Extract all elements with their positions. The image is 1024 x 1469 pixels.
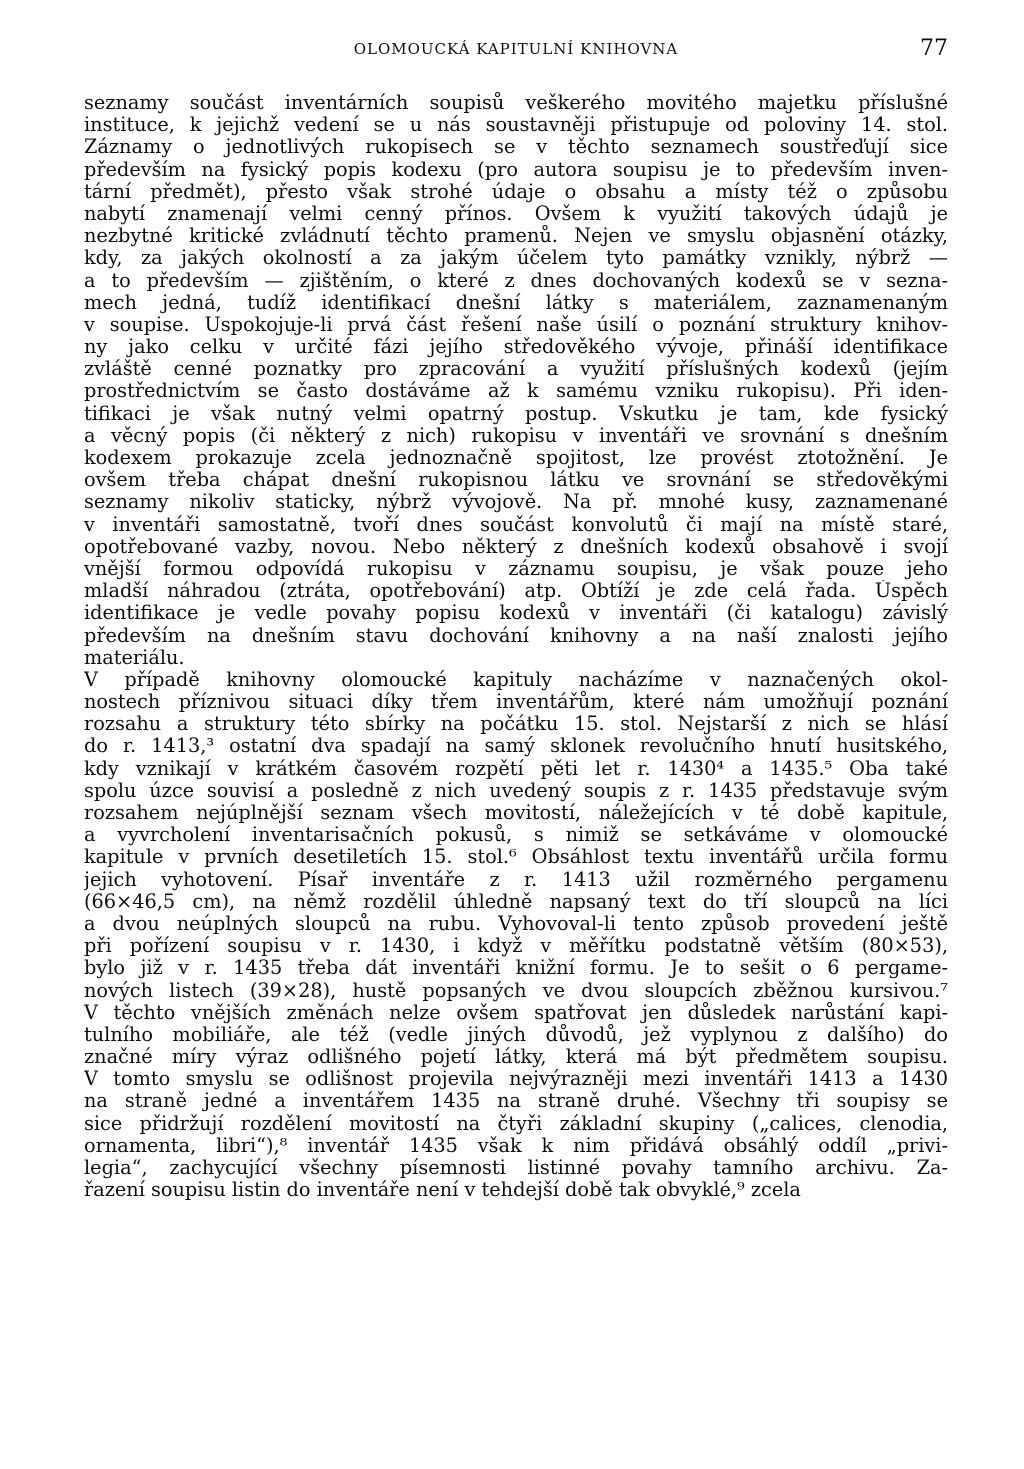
text-line: mech jedná, tudíž identifikací dnešní látky s materiálem, zaznamenaným [84, 291, 948, 314]
text-line: do r. 1413,³ ostatní dva spadají na samý sklonek revolučního hnutí husitského, [84, 735, 948, 758]
text-line: jejich vyhotovení. Písař inventáře z r. 1413 užil rozměrného pergamenu [84, 868, 948, 891]
text-line: V těchto vnějších změnách nelze ovšem spatřovat jen důsledek narůstání kapi- [84, 1001, 948, 1024]
text-line: nostech příznivou situaci díky třem inventářům, které nám umožňují poznání [84, 691, 948, 714]
text-line: ny jako celku v určité fázi jejího středověkého vývoje, přináší identifikace [84, 336, 948, 359]
text-line: při pořízení soupisu v r. 1430, i když v měřítku podstatně větším (80×53), [84, 935, 948, 958]
text-line: seznamy součást inventárních soupisů veškerého movitého majetku příslušné [84, 92, 948, 114]
running-title: OLOMOUCKÁ KAPITULNÍ KNIHOVNA [353, 40, 679, 58]
text-line: seznamy nikoliv staticky, nýbrž vývojově. Na př. mnohé kusy, zaznamenané [84, 491, 948, 514]
text-line: a vyvrcholení inventarisačních pokusů, s nimiž se setkáváme v olomoucké [84, 824, 948, 847]
text-line: kdy vznikají v krátkém časovém rozpětí pěti let r. 1430⁴ a 1435.⁵ Oba také [84, 757, 948, 780]
text-line: a to především — zjištěním, o které z dnes dochovaných kodexů se v sezna- [84, 269, 948, 292]
text-line: ovšem třeba chápat dnešní rukopisnou látku ve srovnání se středověkými [84, 469, 948, 492]
text-line: nových listech (39×28), hustě popsaných ve dvou sloupcích zběžnou kursivou.⁷ [84, 979, 948, 1002]
text-line: mladší náhradou (ztráta, opotřebování) atp. Obtíží je zde celá řada. Úspěch [84, 580, 948, 603]
text-line: materiálu. [84, 646, 185, 669]
text-line: spolu úzce souvisí a posledně z nich uvedený soupis z r. 1435 představuje svým [84, 779, 948, 802]
text-line: v inventáři samostatně, tvoří dnes součást konvolutů či mají na místě staré, [84, 513, 948, 536]
text-line: především na dnešním stavu dochování knihovny a na naší znalosti jejího [84, 624, 948, 647]
text-line: zvláště cenné poznatky pro zpracování a využití příslušných kodexů (jejím [84, 358, 948, 381]
text-line: a věcný popis (či některý z nich) rukopisu v inventáři ve srovnání s dnešním [84, 424, 948, 447]
text-line: instituce, k jejichž vedení se u nás soustavněji přistupuje od poloviny 14. stol. [84, 114, 948, 137]
text-line: tární předmět), přesto však strohé údaje o obsahu a místy též o způsobu [84, 180, 948, 203]
text-line: legia“, zachycující všechny písemnosti listinné povahy tamního archivu. Za- [84, 1157, 948, 1179]
text-line: kdy, za jakých okolností a za jakým účelem tyto památky vznikly, nýbrž — [84, 247, 948, 270]
text-line: nabytí znamenají velmi cenný přínos. Ovšem k využití takových údajů je [84, 202, 948, 225]
text-line: V tomto smyslu se odlišnost projevila nejvýrazněji mezi inventáři 1413 a 1430 [84, 1068, 948, 1091]
text-line: Záznamy o jednotlivých rukopisech se v těchto seznamech soustřeďují sice [84, 136, 948, 159]
text-line: značné míry výraz odlišného pojetí látky, která má být předmětem soupisu. [84, 1046, 948, 1069]
page-number: 77 [920, 36, 948, 61]
text-line: a dvou neúplných sloupců na rubu. Vyhovoval-li tento způsob provedení ještě [84, 912, 948, 935]
text-line: tulního mobiliáře, ale též (vedle jiných důvodů, jež vyplynou z dalšího) do [84, 1023, 948, 1046]
text-line: nezbytné kritické zvládnutí těchto pramenů. Nejen ve smyslu objasnění otázky, [84, 225, 948, 248]
text-line: kapitule v prvních desetiletích 15. stol.⁶ Obsáhlost textu inventářů určila formu [84, 846, 948, 869]
text-line: rozsahu a struktury této sbírky na počátku 15. stol. Nejstarší z nich se hlásí [84, 713, 948, 736]
text-line: v soupise. Uspokojuje-li prvá část řešení naše úsilí o poznání struktury knihov- [84, 313, 948, 336]
text-line: opotřebované vazby, novou. Nebo některý z dnešních kodexů obsahově i svojí [84, 535, 948, 558]
text-line: na straně jedné a inventářem 1435 na straně druhé. Všechny tři soupisy se [84, 1090, 948, 1113]
running-head [84, 36, 948, 66]
text-line: rozsahem nejúplnější seznam všech movitostí, náležejících v té době kapitule, [84, 802, 948, 824]
text-line: V případě knihovny olomoucké kapituly nacházíme v naznačených okol- [84, 668, 948, 691]
text-line: tifikaci je však nutný velmi opatrný postup. Vskutku je tam, kde fysický [84, 402, 948, 425]
text-line: kodexem prokazuje zcela jednoznačně spojitost, lze provést ztotožnění. Je [84, 447, 948, 469]
body-text [84, 92, 948, 1201]
text-line: vnější formou odpovídá rukopisu v záznamu soupisu, je však pouze jeho [84, 557, 948, 580]
text-line: ornamenta, libri“),⁸ inventář 1435 však k nim přidává obsáhlý oddíl „privi- [84, 1134, 948, 1157]
text-line: sice přidržují rozdělení movitostí na čtyři základní skupiny („calices, clenodia, [84, 1112, 948, 1135]
text-line: bylo již v r. 1435 třeba dát inventáři knižní formu. Je to sešit o 6 pergame- [84, 957, 948, 980]
text-line: řazení soupisu listin do inventáře není v tehdejší době tak obvyklé,⁹ zcela [84, 1179, 801, 1202]
text-line: (66×46,5 cm), na němž rozdělil úhledně napsaný text do tří sloupců na líci [84, 890, 948, 913]
text-line: především na fysický popis kodexu (pro autora soupisu je to především inven- [84, 158, 948, 181]
text-line: prostřednictvím se často dostáváme až k samému vzniku rukopisu). Při iden- [84, 380, 948, 403]
text-line: identifikace je vedle povahy popisu kodexů v inventáři (či katalogu) závislý [84, 602, 948, 625]
